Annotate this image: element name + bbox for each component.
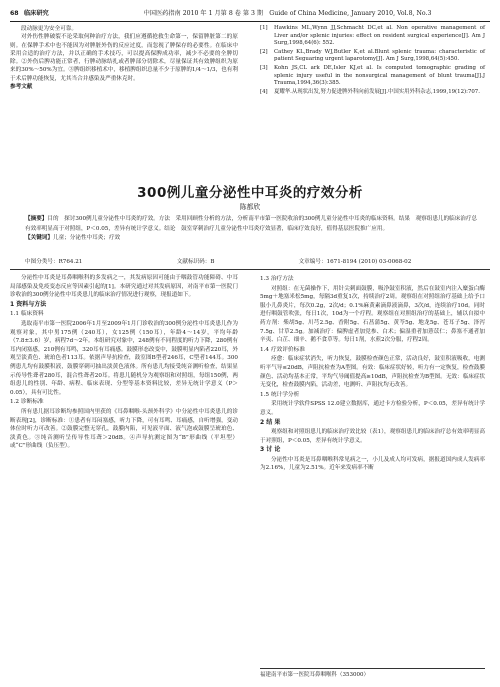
section-heading: 3 讨 论 xyxy=(260,446,281,454)
page-number: 68 xyxy=(10,10,19,17)
running-header xyxy=(10,8,490,20)
paragraph: 痊愈：临床症状消失，听力恢复，鼓膜检查颜色正常，活动良好，鼓室积液吸收，电测听平气导≤20dB，声阻抗检查为A型图。有效：临床症状好转，听力有一定恢复，检查鼓膜颜色、活动均基本正常，平均气导阈值提高≥10dB，声阻抗检查为B型图。无效：临床症状无变化，检查鼓膜内陷，活动差，电测听、声阻抗均无改善。 xyxy=(260,356,485,389)
paragraph: 所有患儿据耳诊断均参照国内里获的《耳鼻咽喉-头颈外科学》中分泌性中耳炎患儿的诊断表现[2]，诊断标准：①患者有耳闷塞感，听力下降，可有耳鸣、耳痛感，自听增强，变动体位时听力可改善。②鼓膜完整无穿孔，鼓膜内陷，可见液平面、液气泡或鼓膜呈琥珀色、淡黄色。③纯音测听呈传导性耳聋＞20dB。④声导抗测定图为“B”形曲线（平坦型）或“C”形曲线（负压型）。 xyxy=(10,408,238,450)
paragraph: 对外伤性脾破裂不论采取何种治疗方法，我们应遵循抢救生命第一，保留脾脏第二的原则。在保脾手术中也不能因为对脾脏外伤的反应过度，而忽视了脾保存的必要性。在临床中采用合适的治疗方法，并以正确的手术技巧，可以提高保脾成功率，减少不必要的全脾切除。②外伤后脾功能正常者，行脾动脉结扎或者脾部分切除术，尽量保证其有效脾组织为原来的30%～50%为宜。③脾组织移植术中，移植脾组织总量不少于原脾的1/4～1/3，也有利于术后脾功能恢复，尤其当合并感染及严重休克时。 xyxy=(10,34,238,82)
abstract-text: 目的 探讨300例儿童分泌性中耳炎的疗效。方法 采用回顾性分析的方法，分析南平市第一医院收治的300例儿童分泌性中耳炎的临床资料。结果 观察组患儿的临床治疗总有效率明显高于对照组，P＜0.05，差异有统计学意义。结论 鼓室穿刺治疗儿童分泌性中耳炎疗效显著，临床疗效良好，值得基层医院推广应用。 xyxy=(25,216,478,232)
reference-item: [4] 夏耀华.从现状出发,努力促进脾外科向前发展[J].中国实用外科杂志,1999,19(12):707. xyxy=(260,88,480,95)
author-affiliation: 福建南平市第一医院耳鼻咽喉科（353000） xyxy=(260,672,369,678)
header-rule xyxy=(10,21,490,22)
keywords-label: 【关键词】 xyxy=(25,235,53,242)
section-rule xyxy=(10,269,490,270)
subsection-heading: 1.1 临床资料 xyxy=(10,311,44,318)
journal-title: 中国医药指南 2010 年 1 月第 8 卷 第 3 期 Guide of China Medicine, January 2010, Vol.8, No.3 xyxy=(143,10,432,17)
paragraph: 采用统计学软件SPSS 12.0建立数据库，通过卡方检验分析，P＜0.05，差异有统计学意义。 xyxy=(260,401,485,416)
body-right-column xyxy=(260,274,485,473)
section-name: 临床研究 xyxy=(24,10,49,17)
reference-item: [1] Hawkins ML,Wynn JJ,Schmacht DC,et al. Non operative management of Liver and/or splenic injuries: effect on resident surgical experience[J]. Am J Surg,1998,64(6): 552. xyxy=(260,25,485,47)
paragraph: 观察组和对照组患儿的临床治疗效比较（表1），观察组患儿的临床治疗总有效率明显高于对照组，P＜0.05，差异有统计学意义。 xyxy=(260,429,485,444)
paragraph: 段动脉更为安全可靠。 xyxy=(21,26,77,32)
paragraph: 对照组：在无菌操作下，用针尖刺面鼓膜，吸净鼓室积液，然后在鼓室内注入糜蛋白酶5mg＋地塞米松5mg，每隔3d重复1次，持续治疗2周。观察组在对照组治疗基础上给予口服小儿鼻炎片，每次0.2g，2次/d；0.1%麻黄素滴鼻液滴鼻，3次/d，连续治疗10d。同时进行咽鼓管吹张，每日1次，10d为一个疗程。观察组在对照组治疗的基础上，辅以自拟中药方剂：柴胡5g、川芎2.5g、香附5g、石菖蒲5g、黄芩5g、地龙5g、苍耳子5g、泽泻7.5g、甘草2.5g。加减治疗：偏脾虚者加党参、白术；偏湿重者加薏苡仁；鼻塞不通者加辛夷、白芷、细辛、鹅不食草等。每日1剂，水煎2次分服，疗程2周。 xyxy=(260,285,485,344)
reference-item: [3] Kohn JS,CL ark DE,Isler KJ,et al. Is computed tomographic grading of splenic injury useful in the nonsurgical management of blunt trauma[J].J Trauma,1994,36(3):385. xyxy=(260,64,485,87)
reference-list xyxy=(260,25,485,97)
intro-paragraph: 分泌性中耳炎是耳鼻咽喉科的多发病之一，其发病原因可能由于咽鼓管功能障碍、中耳局部感染及免疫变态反应等因素引起的[1]。本研究通过对其发病原因，对南平市第一医院门诊收治的300例分泌性中耳炎患儿的临床治疗情况进行观察，现报道如下。 xyxy=(10,275,238,299)
footnote-rule xyxy=(260,668,485,669)
abstract xyxy=(25,215,480,244)
previous-article-conclusion xyxy=(10,25,238,91)
article-metadata xyxy=(25,258,480,267)
paragraph: 选取南平市第一医院2006年1月至2009年1月门诊收治的300例分泌性中耳炎患儿作为观察对象，其中男175例（240耳），女125例（150耳），年龄4～14岁，平均年龄（7.8±3.6）岁，病程7d～2年。本组研究对象中，248例有不同程度的听力下降，280例有耳内闭塞感，210例有耳鸣，320耳有耳痛感。鼓膜形态改变中，鼓膜明显内陷者220耳，外观呈淡黄色、琥珀色者113耳。依据声导抗检查，鼓室图B型者246耳，C型者144耳。300例患儿均有鼓膜积液，鼓膜穿刺可抽出淡黄色液体。所有患儿均接受纯音测听检查，结果显示传导性聋者280耳，混合性聋者20耳。将患儿随机分为观察组和对照组，每组150例，两组患儿的性别、年龄、病程、临床表现、分型等基本资料比较，差异无统计学意义（P＞0.05），具有可比性。 xyxy=(10,320,238,396)
reference-item: [2] Cathey KL,Brady WJ,Butler K,et al.Blunt splenic trauma: characteristic of patient Seguaring urgent laparotomy[J]. Am J Surg,1998,64(5):450. xyxy=(260,48,485,63)
subsection-heading: 1.4 疗效评价标准 xyxy=(260,346,305,353)
keywords-text: 儿童；分泌性中耳炎；疗效 xyxy=(52,235,121,242)
section-heading: 2 结 果 xyxy=(260,418,281,426)
references-heading: 参考文献 xyxy=(10,84,33,91)
subsection-heading: 1.5 统计学分析 xyxy=(260,391,300,398)
article-author: 陈都欣 xyxy=(239,203,261,211)
document-code: 文献标识码：B xyxy=(176,259,215,265)
subsection-heading: 1.2 诊断标准 xyxy=(10,399,44,406)
section-heading: 1 资料与方法 xyxy=(10,300,47,308)
article-number: 文章编号：1671-8194 (2010) 03-0068-02 xyxy=(298,259,412,265)
clc-number: 中图分类号：R764.21 xyxy=(25,259,83,265)
abstract-label: 【摘要】 xyxy=(25,216,48,222)
paragraph: 分泌性中耳炎是耳鼻咽喉科常见病之一，小儿及成人均可发病，据报道国内成人发病率为2.16%，儿童为2.51%。近年来发病率不断 xyxy=(260,456,485,472)
subsection-heading: 1.3 治疗方法 xyxy=(260,276,294,282)
body-left-column xyxy=(10,274,238,451)
article-title: 300例儿童分泌性中耳炎的疗效分析 xyxy=(137,185,363,201)
